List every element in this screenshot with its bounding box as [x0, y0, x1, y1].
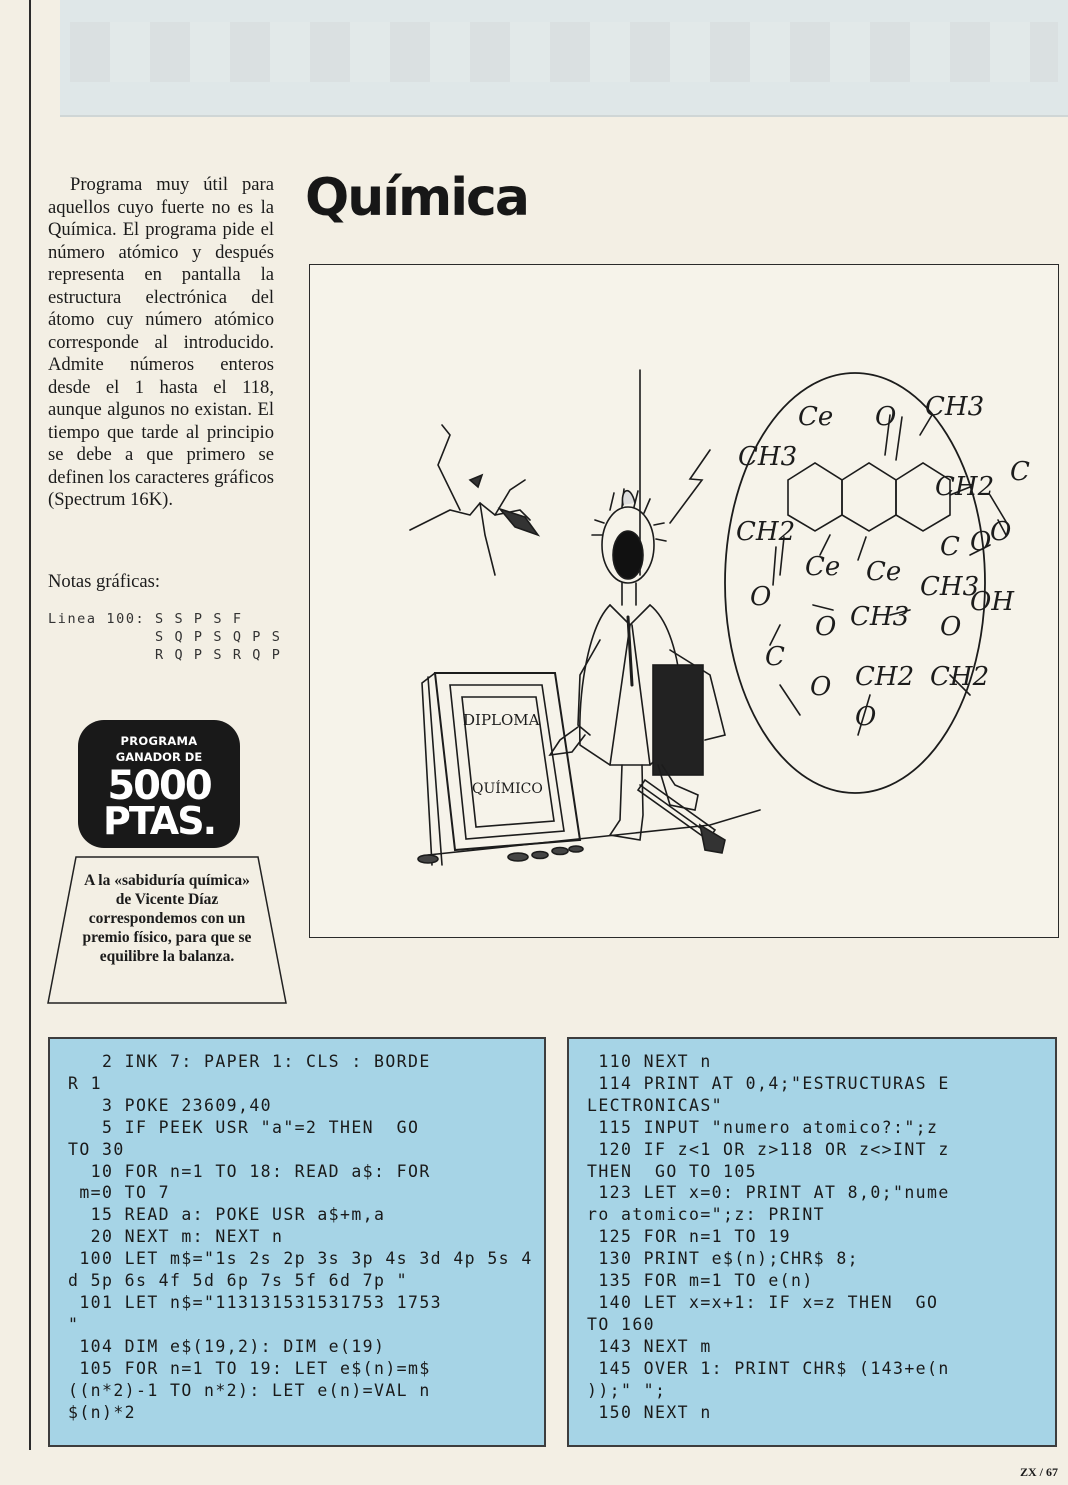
code-line: 5 IF PEEK USR "a"=2 THEN GO: [68, 1117, 420, 1137]
diploma-subtitle: QUÍMICO: [472, 781, 543, 797]
code-line: R 1: [68, 1073, 103, 1093]
code-line: $(n)*2: [68, 1402, 137, 1422]
code-listing-left: [48, 1037, 546, 1447]
code-line: THEN GO TO 105: [587, 1161, 758, 1181]
code-line: 105 FOR n=1 TO 19: LET e$(n)=m$: [68, 1358, 431, 1378]
code-line: 101 LET n$="113131531531753 1753: [68, 1292, 443, 1312]
code-line: 10 FOR n=1 TO 18: READ a$: FOR: [68, 1161, 431, 1181]
bubble-label: O: [815, 612, 837, 642]
bubble-label: C: [765, 642, 785, 672]
code-line: 15 READ a: POKE USR a$+m,a: [68, 1205, 386, 1225]
intro-paragraph: Programa muy útil para aquellos cuyo fuerte no es la Química. El programa pide el número atómico y después representa en pantalla la estructura electrónica del átomo cuy número atómico corresponde al introducido. Admite números enteros desde el 1 hasta el 118, aunque algunos no existan. El tiempo que tarde al principio se debe a que primero se definen los caracteres gráficos (Spectrum 16K).: [48, 174, 274, 510]
code-line: 140 LET x=x+1: IF x=z THEN GO: [587, 1292, 939, 1312]
bubble-label: C: [1010, 457, 1030, 487]
page-margin-rule: [29, 0, 31, 1450]
notes-code: [48, 610, 282, 664]
notes-line: Linea 100: S S P S F: [48, 611, 243, 627]
bubble-label: O: [855, 702, 877, 732]
badge-line: GANADOR DE: [115, 750, 203, 764]
bubble-label: OH: [970, 587, 1014, 617]
bubble-label: CH3: [738, 442, 798, 472]
code-line: ((n*2)-1 TO n*2): LET e(n)=VAL n: [68, 1380, 431, 1400]
prize-caption-box: [46, 855, 288, 1005]
page-footer: ZX / 67: [1019, 1465, 1058, 1479]
code-line: 3 POKE 23609,40: [68, 1095, 273, 1115]
bubble-label: CH2: [736, 517, 796, 547]
code-line: ro atomico=";z: PRINT: [587, 1205, 826, 1225]
bubble-label: CH2: [930, 662, 990, 692]
bubble-label: O: [990, 517, 1012, 547]
bubble-label: CH3: [920, 572, 980, 602]
cartoon-drawing: [310, 265, 1058, 937]
prize-badge: [78, 720, 240, 848]
code-line: 20 NEXT m: NEXT n: [68, 1227, 284, 1247]
bubble-label: O: [970, 527, 992, 557]
prize-caption: A la «sabiduría química» de Vicente Díaz correspondemos con un premio físico, para que se equilibre la balanza.: [82, 872, 252, 965]
code-line: 130 PRINT e$(n);CHR$ 8;: [587, 1249, 860, 1269]
header-banner: [60, 0, 1068, 117]
code-line: 100 LET m$="1s 2s 2p 3s 3p 4s 3d 4p 5s 4: [68, 1249, 533, 1269]
code-line: LECTRONICAS": [587, 1095, 724, 1115]
header-banner-pattern: [70, 22, 1058, 82]
code-line: 120 IF z<1 OR z>118 OR z<>INT z: [587, 1139, 950, 1159]
code-line: 104 DIM e$(19,2): DIM e(19): [68, 1336, 386, 1356]
code-line: 145 OVER 1: PRINT CHR$ (143+e(n: [587, 1358, 950, 1378]
code-line: 2 INK 7: PAPER 1: CLS : BORDE: [68, 1052, 431, 1071]
notes-line: S Q P S Q P S: [48, 629, 282, 645]
bubble-label: C: [940, 532, 960, 562]
cartoon-illustration: [309, 264, 1059, 938]
badge-line: PROGRAMA: [120, 734, 198, 748]
bubble-label: Ce: [805, 552, 841, 582]
code-line: ));" ";: [587, 1380, 667, 1400]
code-line: 110 NEXT n: [587, 1052, 712, 1071]
code-line: TO 30: [68, 1139, 125, 1159]
code-line: 135 FOR m=1 TO e(n): [587, 1271, 814, 1291]
code-line: 114 PRINT AT 0,4;"ESTRUCTURAS E: [587, 1073, 950, 1093]
code-line: ": [68, 1314, 80, 1334]
code-listing-right: [567, 1037, 1057, 1447]
bubble-label: CH2: [855, 662, 915, 692]
diploma-title: DIPLOMA: [463, 711, 540, 729]
bubble-label: CH3: [850, 602, 910, 632]
code-line: 150 NEXT n: [587, 1402, 712, 1422]
bubble-label: Ce: [866, 557, 902, 587]
bubble-label: CH2: [935, 472, 995, 502]
bubble-label: CH3: [925, 392, 985, 422]
bubble-label: O: [810, 672, 832, 702]
code-line: 115 INPUT "numero atomico?:";z: [587, 1117, 939, 1137]
notes-heading: Notas gráficas:: [48, 571, 161, 592]
code-line: 123 LET x=0: PRINT AT 8,0;"nume: [587, 1183, 950, 1203]
code-line: 143 NEXT m: [587, 1336, 712, 1356]
article-title: Química: [305, 168, 528, 228]
bubble-label: O: [875, 402, 897, 432]
code-line: 125 FOR n=1 TO 19: [587, 1227, 792, 1247]
badge-amount: 5000: [107, 763, 211, 809]
notes-line: R Q P S R Q P: [48, 647, 282, 663]
code-line: TO 160: [587, 1314, 656, 1334]
badge-currency: PTAS.: [102, 799, 216, 843]
bubble-label: O: [750, 582, 772, 612]
bubble-label: O: [940, 612, 962, 642]
bubble-label: Ce: [798, 402, 834, 432]
code-line: d 5p 6s 4f 5d 6p 7s 5f 6d 7p ": [68, 1271, 409, 1291]
code-line: m=0 TO 7: [68, 1183, 171, 1203]
